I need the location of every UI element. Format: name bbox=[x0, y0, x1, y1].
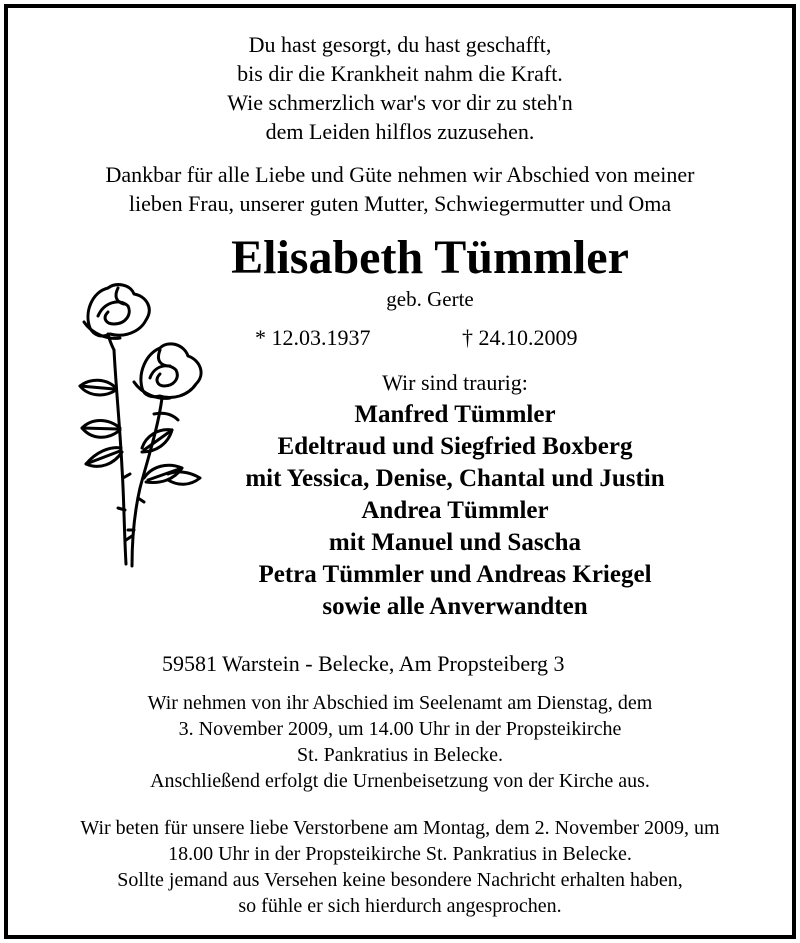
birth-date: * 12.03.1937 bbox=[255, 325, 371, 350]
mourners-heading: Wir sind traurig: bbox=[382, 370, 528, 395]
service-line: St. Pankratius in Belecke. bbox=[296, 744, 504, 766]
poem bbox=[0, 30, 800, 146]
mourner-line: mit Yessica, Denise, Chantal und Justin bbox=[245, 465, 665, 492]
mourner-line: mit Manuel und Sascha bbox=[328, 529, 582, 556]
poem-line: bis dir die Krankheit nahm die Kraft. bbox=[237, 61, 563, 86]
mourner-line: Edeltraud und Siegfried Boxberg bbox=[277, 433, 633, 460]
intro-line: Dankbar für alle Liebe und Güte nehmen wir Abschied von meiner bbox=[105, 162, 695, 187]
prayer-line: Sollte jemand aus Versehen keine besondere Nachricht erhalten haben, bbox=[117, 869, 683, 891]
service-line: 3. November 2009, um 14.00 Uhr in der Propsteikirche bbox=[178, 718, 622, 740]
poem-line: dem Leiden hilflos zuzusehen. bbox=[265, 119, 535, 144]
service-line: Wir nehmen von ihr Abschied im Seelenamt am Dienstag, dem bbox=[147, 692, 653, 714]
mourner-line: sowie alle Anverwandten bbox=[322, 593, 588, 620]
mourner-line: Manfred Tümmler bbox=[354, 401, 556, 428]
mourner-line: Andrea Tümmler bbox=[361, 497, 549, 524]
mourner-line: Petra Tümmler und Andreas Kriegel bbox=[258, 561, 652, 588]
mourners-list bbox=[55, 368, 800, 623]
prayer-line: 18.00 Uhr in der Propsteikirche St. Pankratius in Belecke. bbox=[168, 843, 632, 865]
service-details bbox=[0, 690, 800, 794]
prayer-line: Wir beten für unsere liebe Verstorbene am Montag, dem 2. November 2009, um bbox=[80, 817, 720, 839]
death-date: † 24.10.2009 bbox=[462, 325, 578, 350]
prayer-line: so fühle er sich hierdurch angesprochen. bbox=[238, 895, 562, 917]
service-line: Anschließend erfolgt die Urnenbeisetzung von der Kirche aus. bbox=[150, 770, 650, 792]
poem-line: Du hast gesorgt, du hast geschafft, bbox=[248, 32, 552, 57]
intro-text bbox=[0, 160, 800, 218]
prayer-notice bbox=[0, 815, 800, 919]
family-address: 59581 Warstein - Belecke, Am Propsteiberg 3 bbox=[162, 651, 565, 676]
deceased-name: Elisabeth Tümmler bbox=[231, 231, 629, 284]
poem-line: Wie schmerzlich war's vor dir zu steh'n bbox=[227, 90, 573, 115]
maiden-name: geb. Gerte bbox=[386, 287, 474, 311]
intro-line: lieben Frau, unserer guten Mutter, Schwiegermutter und Oma bbox=[128, 191, 672, 216]
